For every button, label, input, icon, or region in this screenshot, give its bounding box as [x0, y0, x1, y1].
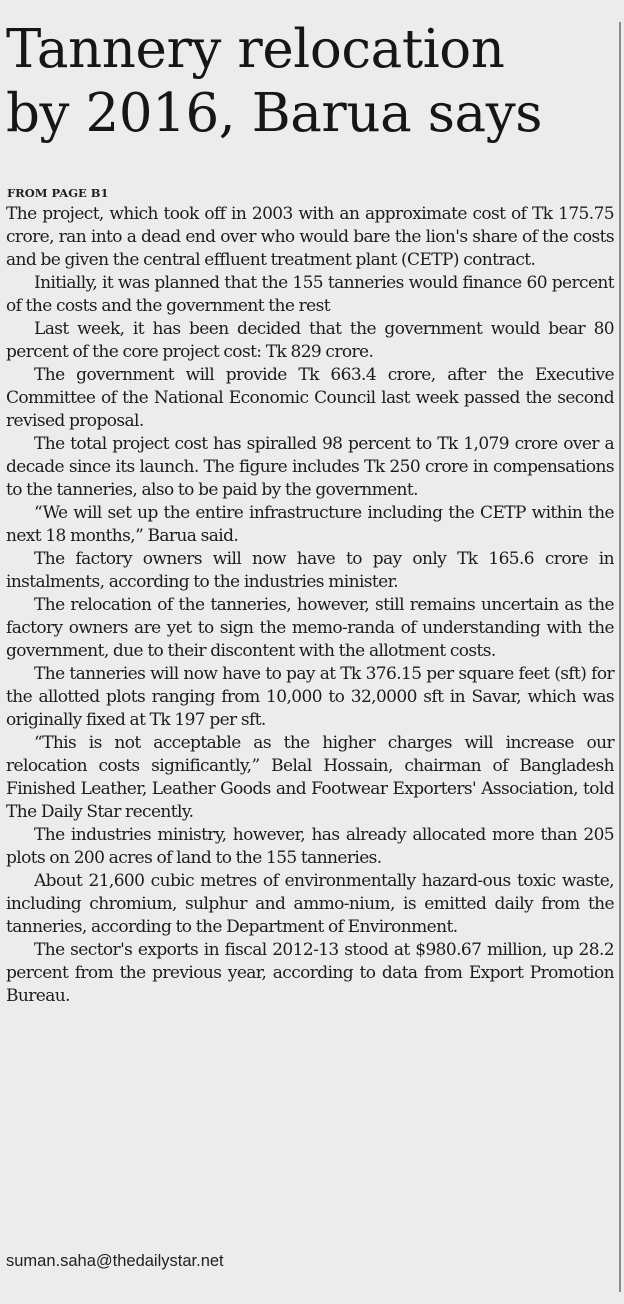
paragraph: “We will set up the entire infrastructure including the CETP within the next 18 months,” Barua said.	[6, 503, 614, 546]
byline-email: suman.saha@thedailystar.net	[6, 1252, 224, 1270]
article-body	[6, 203, 614, 1008]
paragraph: The tanneries will now have to pay at Tk 376.15 per square feet (sft) for the allotted plots ranging from 10,000 to 32,0000 sft in Savar, which was originally fixed at Tk 197 per sft.	[6, 664, 614, 730]
paragraph: “This is not acceptable as the higher charges will increase our relocation costs significantly,” Belal Hossain, chairman of Bangladesh Finished Leather, Leather Goods and Footwear Exporters' Association, told The Daily Star recently.	[6, 733, 614, 822]
paragraph: The government will provide Tk 663.4 crore, after the Executive Committee of the National Economic Council last week passed the second revised proposal.	[6, 365, 614, 431]
paragraph: The factory owners will now have to pay only Tk 165.6 crore in instalments, according to the industries minister.	[6, 549, 614, 592]
paragraph: About 21,600 cubic metres of environmentally hazard-ous toxic waste, including chromium, sulphur and ammo-nium, is emitted daily from the tanneries, according to the Department of Environment.	[6, 871, 614, 937]
paragraph: The sector's exports in fiscal 2012-13 stood at $980.67 million, up 28.2 percent from the previous year, according to data from Export Promotion Bureau.	[6, 940, 614, 1006]
paragraph: The project, which took off in 2003 with an approximate cost of Tk 175.75 crore, ran into a dead end over who would bare the lion's share of the costs and be given the central effluent treatment plant (CETP) contract.	[6, 204, 614, 270]
headline	[6, 18, 616, 146]
paragraph: Last week, it has been decided that the government would bear 80 percent of the core project cost: Tk 829 crore.	[6, 319, 614, 362]
paragraph: The relocation of the tanneries, however, still remains uncertain as the factory owners are yet to sign the memo-randa of understanding with the government, due to their discontent with the allotment costs.	[6, 595, 614, 661]
headline-line-2: by 2016, Barua says	[6, 83, 543, 144]
dateline: FROM PAGE B1	[7, 186, 109, 200]
headline-line-1: Tannery relocation	[6, 19, 505, 80]
paragraph: The total project cost has spiralled 98 percent to Tk 1,079 crore over a decade since its launch. The figure includes Tk 250 crore in compensations to the tanneries, also to be paid by the government.	[6, 434, 614, 500]
column-rule	[619, 22, 621, 1292]
paragraph: Initially, it was planned that the 155 tanneries would finance 60 percent of the costs and the government the rest	[6, 273, 614, 316]
paragraph: The industries ministry, however, has already allocated more than 205 plots on 200 acres of land to the 155 tanneries.	[6, 825, 614, 868]
